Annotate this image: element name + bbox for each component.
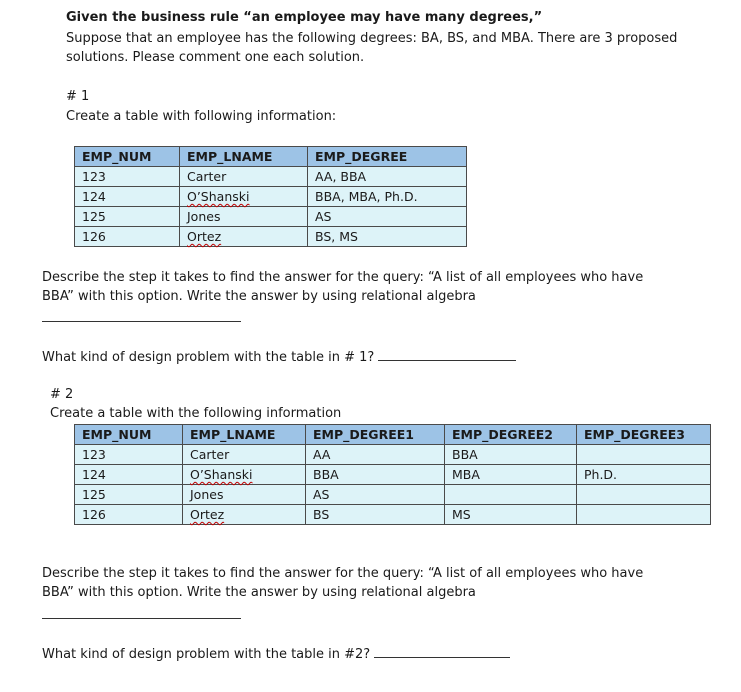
table-cell (180, 227, 308, 247)
table-cell: BBA (445, 445, 577, 465)
table-row (75, 445, 711, 465)
table-cell: 123 (75, 445, 183, 465)
table-header-row (75, 425, 711, 445)
answer-blank (378, 346, 516, 361)
table-cell: Carter (183, 445, 306, 465)
table-cell: 124 (75, 465, 183, 485)
table-cell: AS (308, 207, 467, 227)
table-cell: AA (306, 445, 445, 465)
table-cell: Ph.D. (577, 465, 711, 485)
section2-design-question (42, 643, 510, 664)
column-header: EMP_NUM (75, 147, 180, 167)
section2-query-line-1: Describe the step it takes to find the answer for the query: “A list of all employees who have (42, 566, 644, 581)
answer-blank (42, 618, 241, 619)
section1-instruction: Create a table with following information: (66, 109, 337, 124)
column-header: EMP_NUM (75, 425, 183, 445)
table-cell: AS (306, 485, 445, 505)
intro-line-2: solutions. Please comment one each solution. (66, 50, 365, 65)
spellcheck-word: O’Shanski (190, 467, 253, 482)
table-cell: Jones (180, 207, 308, 227)
question-text: What kind of design problem with the table in #2? (42, 647, 371, 662)
table-cell: BS, MS (308, 227, 467, 247)
question-text: What kind of design problem with the table in # 1? (42, 350, 375, 365)
section2-query-line-2: BBA” with this option. Write the answer by using relational algebra (42, 585, 476, 600)
intro-line-1: Suppose that an employee has the following degrees: BA, BS, and MBA. There are 3 proposed (66, 31, 678, 46)
column-header: EMP_DEGREE1 (306, 425, 445, 445)
table-cell: 125 (75, 207, 180, 227)
table-cell: MS (445, 505, 577, 525)
table-cell (577, 445, 711, 465)
table-cell (577, 485, 711, 505)
table-row (75, 505, 711, 525)
table-cell (577, 505, 711, 525)
table-row (75, 485, 711, 505)
table-cell: 126 (75, 505, 183, 525)
spellcheck-word: Ortez (187, 229, 222, 244)
table-cell: 123 (75, 167, 180, 187)
table-row (75, 207, 467, 227)
column-header: EMP_DEGREE3 (577, 425, 711, 445)
section1-query-line-2: BBA” with this option. Write the answer by using relational algebra (42, 289, 476, 304)
section1-design-question (42, 346, 516, 367)
table-row (75, 187, 467, 207)
section2-instruction: Create a table with the following information (50, 406, 342, 421)
column-header: EMP_DEGREE2 (445, 425, 577, 445)
table-cell (180, 187, 308, 207)
table-row (75, 465, 711, 485)
table-cell (183, 505, 306, 525)
table-cell: 126 (75, 227, 180, 247)
intro-title: Given the business rule “an employee may have many degrees,” (66, 10, 543, 25)
column-header: EMP_DEGREE (308, 147, 467, 167)
table-cell: Jones (183, 485, 306, 505)
table-cell: MBA (445, 465, 577, 485)
table-cell: BS (306, 505, 445, 525)
table-header-row (75, 147, 467, 167)
table-row (75, 227, 467, 247)
section2-heading: # 2 (50, 387, 74, 402)
answer-blank (42, 321, 241, 322)
table-1 (74, 146, 467, 247)
table-cell: AA, BBA (308, 167, 467, 187)
table-cell (183, 465, 306, 485)
section1-heading: # 1 (66, 89, 90, 104)
table-cell: Carter (180, 167, 308, 187)
table-row (75, 167, 467, 187)
table-2 (74, 424, 711, 525)
table-cell: BBA (306, 465, 445, 485)
table-cell: BBA, MBA, Ph.D. (308, 187, 467, 207)
section1-query-line-1: Describe the step it takes to find the answer for the query: “A list of all employees who have (42, 270, 644, 285)
answer-blank (374, 643, 510, 658)
table-cell (445, 485, 577, 505)
column-header: EMP_LNAME (183, 425, 306, 445)
column-header: EMP_LNAME (180, 147, 308, 167)
spellcheck-word: Ortez (190, 507, 225, 522)
spellcheck-word: O’Shanski (187, 189, 250, 204)
table-cell: 125 (75, 485, 183, 505)
table-cell: 124 (75, 187, 180, 207)
